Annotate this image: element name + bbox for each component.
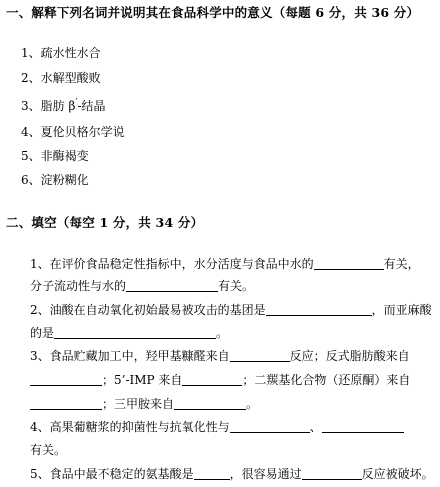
question-3-line-3 [30, 395, 258, 412]
term-number: 5、 [21, 149, 41, 163]
question-text: ；三甲胺来自 [102, 397, 175, 411]
question-1-line-1 [30, 255, 420, 272]
question-text: ；5’-IMP 来自 [102, 373, 183, 387]
term-text: 淀粉糊化 [40, 173, 89, 187]
question-3-line-1 [30, 347, 410, 364]
answer-blank[interactable] [54, 326, 216, 339]
answer-blank[interactable] [314, 257, 384, 270]
question-text: 有关。 [30, 443, 67, 457]
term-item [21, 123, 125, 140]
question-text: ；二羰基化合物（还原酮）来自 [242, 373, 411, 387]
question-text: 5、食品中最不稳定的氨基酸是 [30, 467, 194, 481]
term-text: 脂肪 β [40, 99, 76, 113]
question-1-line-2 [30, 277, 254, 294]
question-text: ，很容易通过 [229, 467, 302, 481]
section-2-heading: 二、填空（每空 1 分，共 34 分） [6, 215, 204, 230]
question-text: 4、高果葡糖浆的抑菌性与抗氧化性与 [30, 420, 230, 434]
term-text: 水解型酸败 [40, 71, 101, 85]
term-text-suffix: -结晶 [77, 99, 106, 113]
term-item [21, 171, 89, 188]
question-text: 分子流动性与水的 [30, 279, 127, 293]
term-text: 疏水性水合 [40, 46, 101, 60]
question-text: 3、食品贮藏加工中，羟甲基糠醛来自 [30, 349, 230, 363]
term-item [21, 44, 101, 61]
answer-blank[interactable] [266, 303, 372, 316]
question-text: 的是 [30, 326, 55, 340]
question-text: 有关。 [218, 279, 255, 293]
term-text: 非酶褐变 [40, 149, 89, 163]
question-text: 1、在评价食品稳定性指标中，水分活度与食品中水的 [30, 257, 314, 271]
question-4-line-2 [30, 441, 66, 458]
answer-blank[interactable] [302, 467, 362, 480]
term-number: 1、 [21, 46, 41, 60]
term-number: 3、 [21, 99, 41, 113]
answer-blank[interactable] [322, 420, 404, 433]
term-superscript: ′ [75, 98, 78, 108]
question-text: ，而亚麻酸 [371, 303, 432, 317]
question-text: 、 [309, 420, 322, 434]
term-item [21, 69, 101, 86]
question-text: 反应；反式脂肪酸来自 [289, 349, 410, 363]
term-number: 4、 [21, 125, 41, 139]
answer-blank[interactable] [30, 397, 102, 410]
term-number: 6、 [21, 173, 41, 187]
term-item [21, 97, 106, 114]
answer-blank[interactable] [174, 397, 246, 410]
term-number: 2、 [21, 71, 41, 85]
question-text: 2、油酸在自动氧化初始最易被攻击的基团是 [30, 303, 266, 317]
question-4-line-1 [30, 418, 404, 435]
answer-blank[interactable] [182, 373, 242, 386]
question-5-line-1 [30, 465, 434, 482]
question-text: 反应被破坏。 [361, 467, 434, 481]
term-text: 夏伦贝格尔学说 [40, 125, 125, 139]
question-text: 。 [216, 326, 229, 340]
answer-blank[interactable] [194, 467, 230, 480]
question-2-line-2 [30, 324, 228, 341]
answer-blank[interactable] [230, 349, 290, 362]
question-text: 。 [246, 397, 259, 411]
answer-blank[interactable] [126, 279, 218, 292]
answer-blank[interactable] [30, 373, 102, 386]
answer-blank[interactable] [230, 420, 310, 433]
question-3-line-2 [30, 371, 410, 388]
section-1-heading: 一、解释下列名词并说明其在食品科学中的意义（每题 6 分，共 36 分） [6, 5, 420, 20]
question-text: 有关， [383, 257, 420, 271]
term-item [21, 147, 89, 164]
question-2-line-1 [30, 301, 432, 318]
